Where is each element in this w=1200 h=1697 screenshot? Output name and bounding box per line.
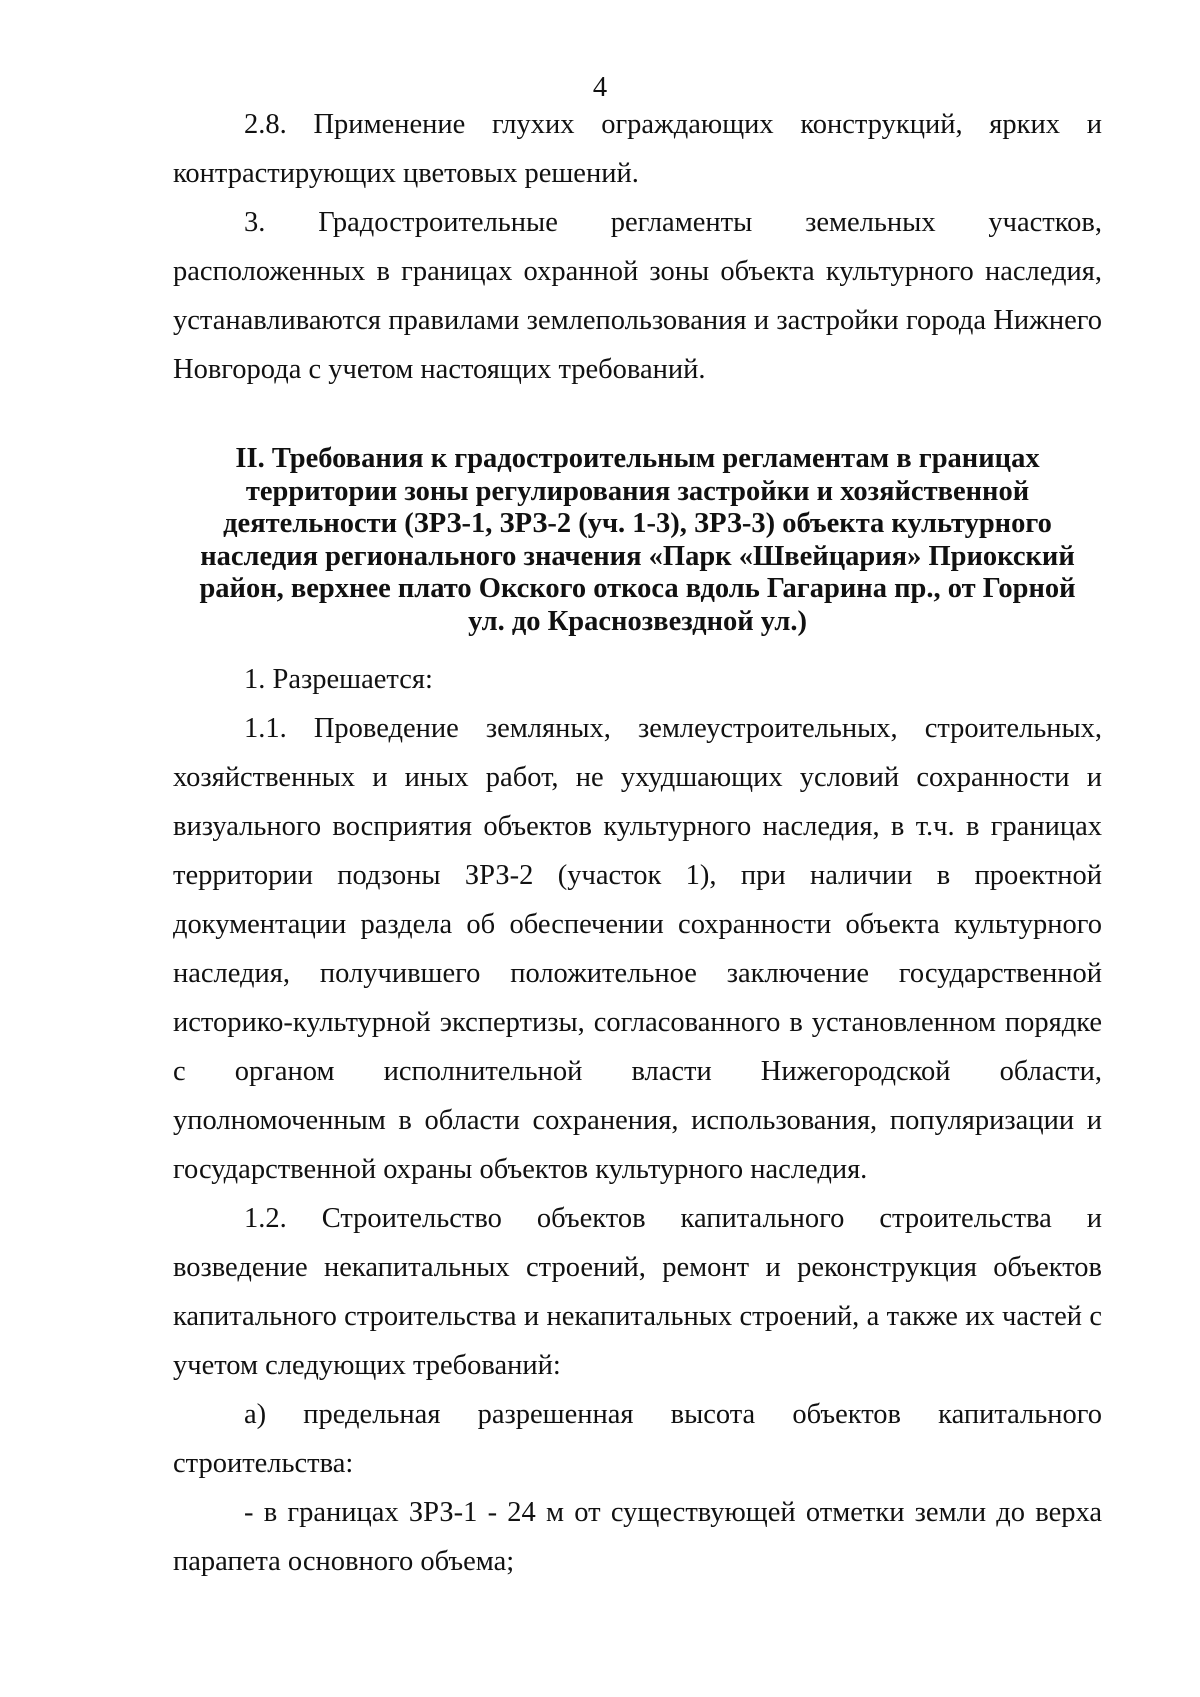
heading-line: ул. до Краснозвездной ул.) [468, 605, 807, 637]
section-one [173, 100, 1102, 394]
paragraph-zrz-1: - в границах ЗРЗ-1 - 24 м от существующей отметки земли до верха парапета основного объема; [173, 1497, 1102, 1577]
page-number: 4 [592, 72, 608, 103]
paragraph-3: 3. Градостроительные регламенты земельных участков, расположенных в границах охранной зоны объекта культурного наследия, устанавливаются правилами землепользования и застройки города Нижнего Новгорода с учетом настоящих требований. [173, 207, 1102, 385]
paragraph-a: а) предельная разрешенная высота объектов капитального строительства: [173, 1399, 1102, 1479]
heading-line: деятельности (ЗРЗ-1, ЗРЗ-2 (уч. 1-3), ЗРЗ-3) объекта культурного [223, 508, 1052, 540]
section-heading [173, 443, 1102, 639]
heading-line: территории зоны регулирования застройки и хозяйственной [245, 475, 1030, 507]
heading-line: наследия регионального значения «Парк «Швейцария» Приокский [200, 540, 1075, 572]
section-two [173, 655, 1102, 1586]
heading-line: район, верхнее плато Окского откоса вдоль Гагарина пр., от Горной [199, 573, 1076, 605]
paragraph-2-8: 2.8. Применение глухих ограждающих конструкций, ярких и контрастирующих цветовых решений. [173, 109, 1102, 189]
paragraph-1: 1. Разрешается: [244, 664, 433, 695]
paragraph-1-2: 1.2. Строительство объектов капитального строительства и возведение некапитальных строений, ремонт и реконструкция объектов капитального строительства и некапитальных строений, а также их частей с учетом следующих требований: [173, 1203, 1102, 1381]
heading-line: II. Требования к градостроительным регламентам в границах [235, 443, 1040, 474]
paragraph-1-1: 1.1. Проведение земляных, землеустроительных, строительных, хозяйственных и иных работ, не ухудшающих условий сохранности и визуального восприятия объектов культурного наследия, в т.ч. в границах территории подзоны ЗРЗ-2 (участок 1), при наличии в проектной документации раздела об обеспечении сохранности объекта культурного наследия, получившего положительное заключение государственной историко-культурной экспертизы, согласованного в установленном порядке с органом исполнительной власти Нижегородской области, уполномоченным в области сохранения, использования, популяризации и государственной охраны объектов культурного наследия. [173, 713, 1102, 1185]
